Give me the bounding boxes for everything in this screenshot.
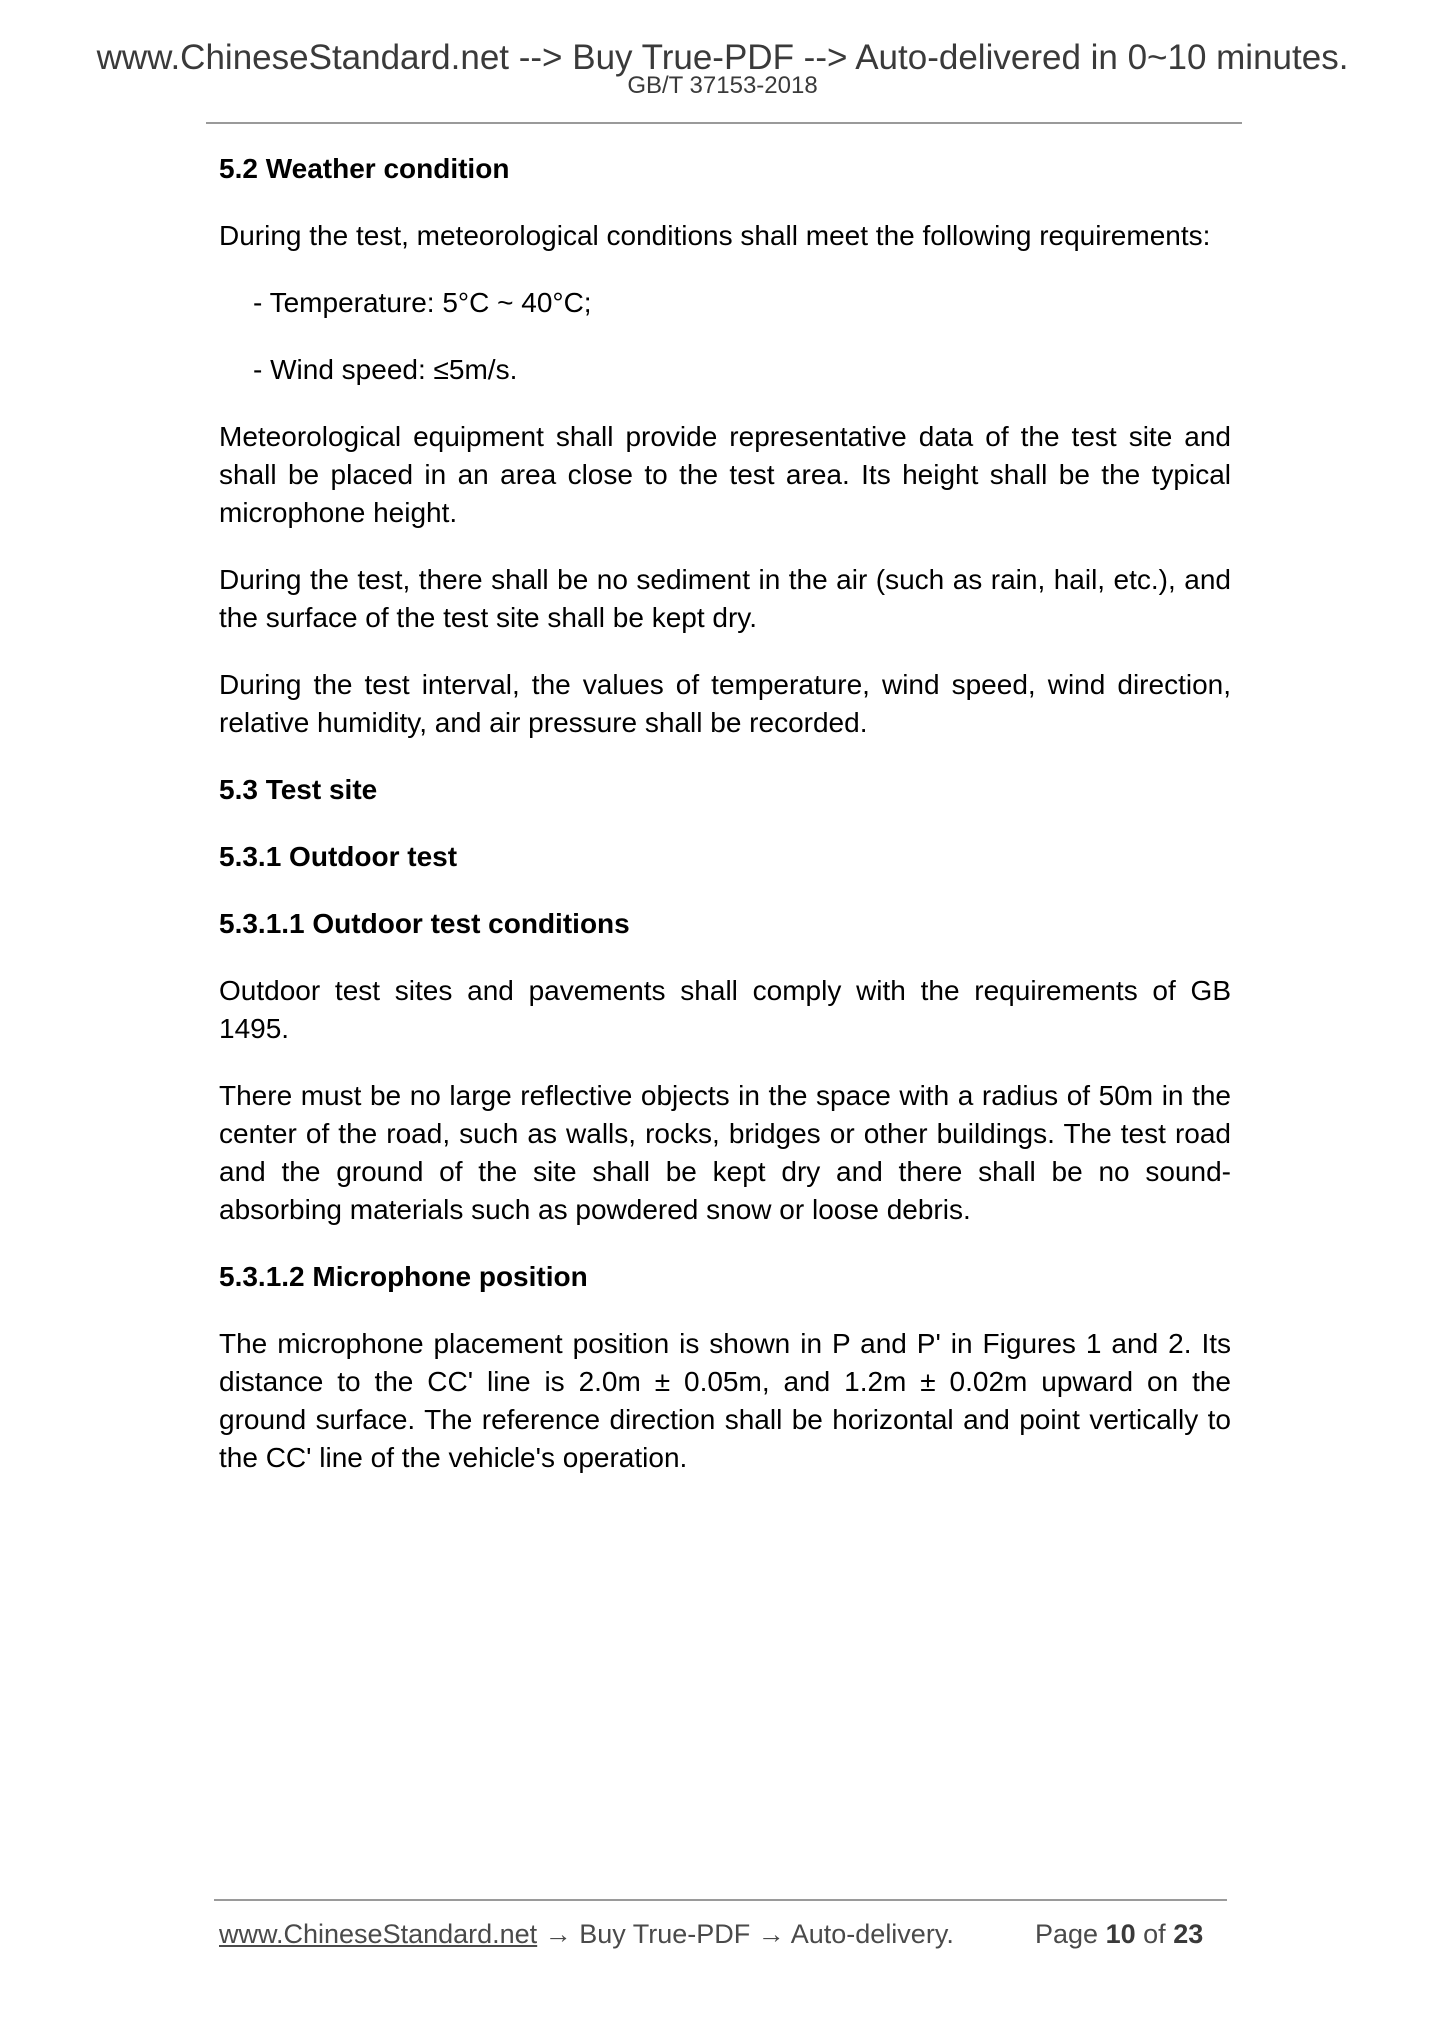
page-indicator [1035,1917,1203,1951]
of-label: of [1143,1919,1166,1949]
paragraph-weather-intro: During the test, meteorological conditions shall meet the following requirements: [219,220,1211,251]
paragraph-reflective-objects: There must be no large reflective objects in the space with a radius of 50m in the center of the road, such as walls, rocks, bridges or other buildings. The test road and the ground of the site shall be kept dry and there shall be no sound-absorbing materials such as powdered snow or loose debris. [219,1080,1231,1225]
paragraph-test-interval: During the test interval, the values of temperature, wind speed, wind direction, relative humidity, and air pressure shall be recorded. [219,669,1231,738]
paragraph-meteorological-equipment: Meteorological equipment shall provide representative data of the test site and shall be placed in an area close to the test area. Its height shall be the typical microphone height. [219,421,1231,528]
paragraph-microphone-position: The microphone placement position is shown in P and P' in Figures 1 and 2. Its distance to the CC' line is 2.0m ± 0.05m, and 1.2m ± 0.02m upward on the ground surface. The reference direction shall be horizontal and point vertically to the CC' line of the vehicle's operation. [219,1328,1231,1473]
footer-tagline [219,1917,954,1951]
section-heading-5-3-1-2: 5.3.1.2 Microphone position [219,1261,588,1292]
standard-code: GB/T 37153-2018 [627,72,818,99]
section-heading-5-3-1-1: 5.3.1.1 Outdoor test conditions [219,908,630,939]
footer-tagline-text: → Buy True-PDF → Auto-delivery. [537,1919,954,1949]
section-heading-5-3-1: 5.3.1 Outdoor test [219,841,458,872]
header-divider [206,122,1242,124]
paragraph-pavements: Outdoor test sites and pavements shall comply with the requirements of GB 1495. [219,975,1231,1044]
footer-site-link[interactable]: www.ChineseStandard.net [219,1919,538,1949]
page-label: Page [1035,1919,1099,1949]
list-item-wind-speed: - Wind speed: ≤5m/s. [253,354,518,385]
section-heading-5-2: 5.2 Weather condition [219,153,510,184]
list-item-temperature: - Temperature: 5°C ~ 40°C; [253,287,592,318]
section-heading-5-3: 5.3 Test site [219,774,378,805]
paragraph-sediment: During the test, there shall be no sediment in the air (such as rain, hail, etc.), and the surface of the test site shall be kept dry. [219,564,1231,633]
header-banner: www.ChineseStandard.net --> Buy True-PDF --> Auto-delivered in 0~10 minutes. [96,38,1349,77]
footer-divider [214,1899,1227,1901]
page-total: 23 [1173,1919,1204,1949]
page-number: 10 [1105,1919,1136,1949]
page-content [219,150,1231,1506]
